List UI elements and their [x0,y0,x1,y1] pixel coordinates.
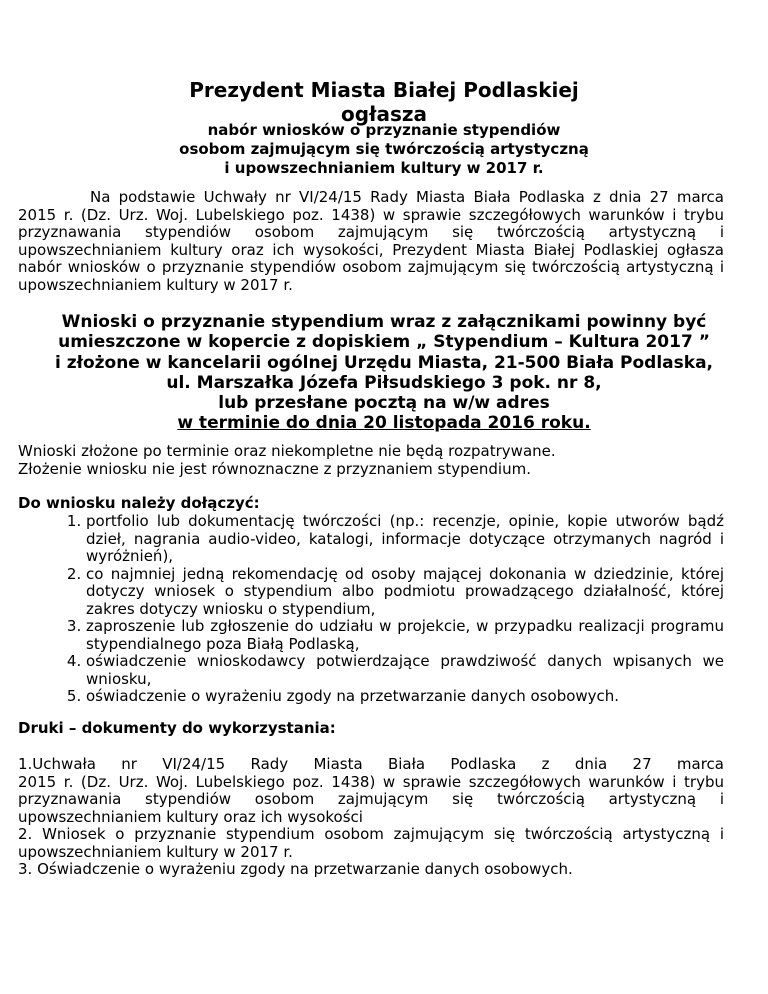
list-item: 3. zaproszenie lub zgłoszenie do udziału w projekcie, w przypadku realizacji programu stypendialnego poza Białą Podlaską, [86,618,724,653]
title-line-2: ogłasza [340,102,427,126]
document-item-2: 2. Wniosek o przyznanie stypendium osobom zajmującym się twórczością artystyczną i upowszechnianiem kultury w 2017 r. [18,825,724,861]
list-item: 1. portfolio lub dokumentację twórczości (np.: recenzje, opinie, kopie utworów bądź dzieł, nagrania audio-video, katalogi, informacje dotyczące otrzymanych nagród i wyróżnień), [86,513,724,566]
list-item: 4. oświadczenie wnioskodawcy potwierdzające prawdziwość danych wpisanych we wniosku, [86,653,724,688]
requirements-heading: Do wniosku należy dołączyć: [18,494,260,512]
document-item-1-rest: 2015 r. (Dz. Urz. Woj. Lubelskiego poz. 1438) w sprawie szczegółowych warunków i trybu przyznawania stypendiów osobom zajmującym się twórczością artystyczną i upowszechnianiem kultury oraz ich wysokości [18,772,724,826]
documents-heading: Druki – dokumenty do wykorzystania: [18,719,336,737]
notice-line-3: i złożone w kancelarii ogólnej Urzędu Miasta, 21-500 Biała Podlaska, [55,352,713,373]
notice-line-1: Wnioski o przyznanie stypendium wraz z załącznikami powinny być [61,312,707,332]
subtitle-line-3: i upowszechnianiem kultury w 2017 r. [224,159,544,177]
subtitle-line-2: osobom zajmującym się twórczością artystyczną [179,140,589,158]
document-item-3: 3. Oświadczenie o wyrażeniu zgody na przetwarzanie danych osobowych. [18,860,573,878]
remarks [18,443,724,478]
submission-notice [18,312,750,434]
list-item: 5. oświadczenie o wyrażeniu zgody na przetwarzanie danych osobowych. [86,688,724,706]
page-subtitle [0,121,768,178]
requirements-list [50,513,724,706]
remark-line-2: Złożenie wniosku nie jest równoznaczne z przyznaniem stypendium. [18,459,531,478]
remark-line-1: Wnioski złożone po terminie oraz niekompletne nie będą rozpatrywane. [18,442,556,460]
notice-line-4: ul. Marszałka Józefa Piłsudskiego 3 pok. nr 8, [166,372,602,393]
documents-list [18,756,724,879]
page-title [0,78,768,126]
title-line-1: Prezydent Miasta Białej Podlaskiej [189,78,579,102]
deadline-text: w terminie do dnia 20 listopada 2016 roku. [177,413,591,434]
notice-line-5: lub przesłane pocztą na w/w adres [218,393,550,414]
notice-line-2: umieszczone w kopercie z dopiskiem „ Stypendium – Kultura 2017 ” [58,332,710,353]
document-item-1-first-line: 1.Uchwała nr VI/24/15 Rady Miasta Biała Podlaska z dnia 27 marca [18,755,724,773]
list-item: 2. co najmniej jedną rekomendację od osoby mającej dokonania w dziedzinie, której dotyczy wniosek o stypendium albo podmiotu prowadzącego działalność, której zakres dotyczy wniosku o stypendium, [86,566,724,619]
intro-paragraph: Na podstawie Uchwały nr VI/24/15 Rady Miasta Biała Podlaska z dnia 27 marca 2015 r. (Dz. Urz. Woj. Lubelskiego poz. 1438) w sprawie szczegółowych warunków i trybu przyznawania stypendiów osobom zajmującym się twórczością artystyczną i upowszechnianiem kultury oraz ich wysokości, Prezydent Miasta Białej Podlaskiej ogłasza nabór wniosków o przyznanie stypendiów osobom zajmującym się twórczością artystyczną i upowszechnianiem kultury w 2017 r. [18,188,724,294]
subtitle-line-1: nabór wniosków o przyznanie stypendiów [207,121,561,139]
